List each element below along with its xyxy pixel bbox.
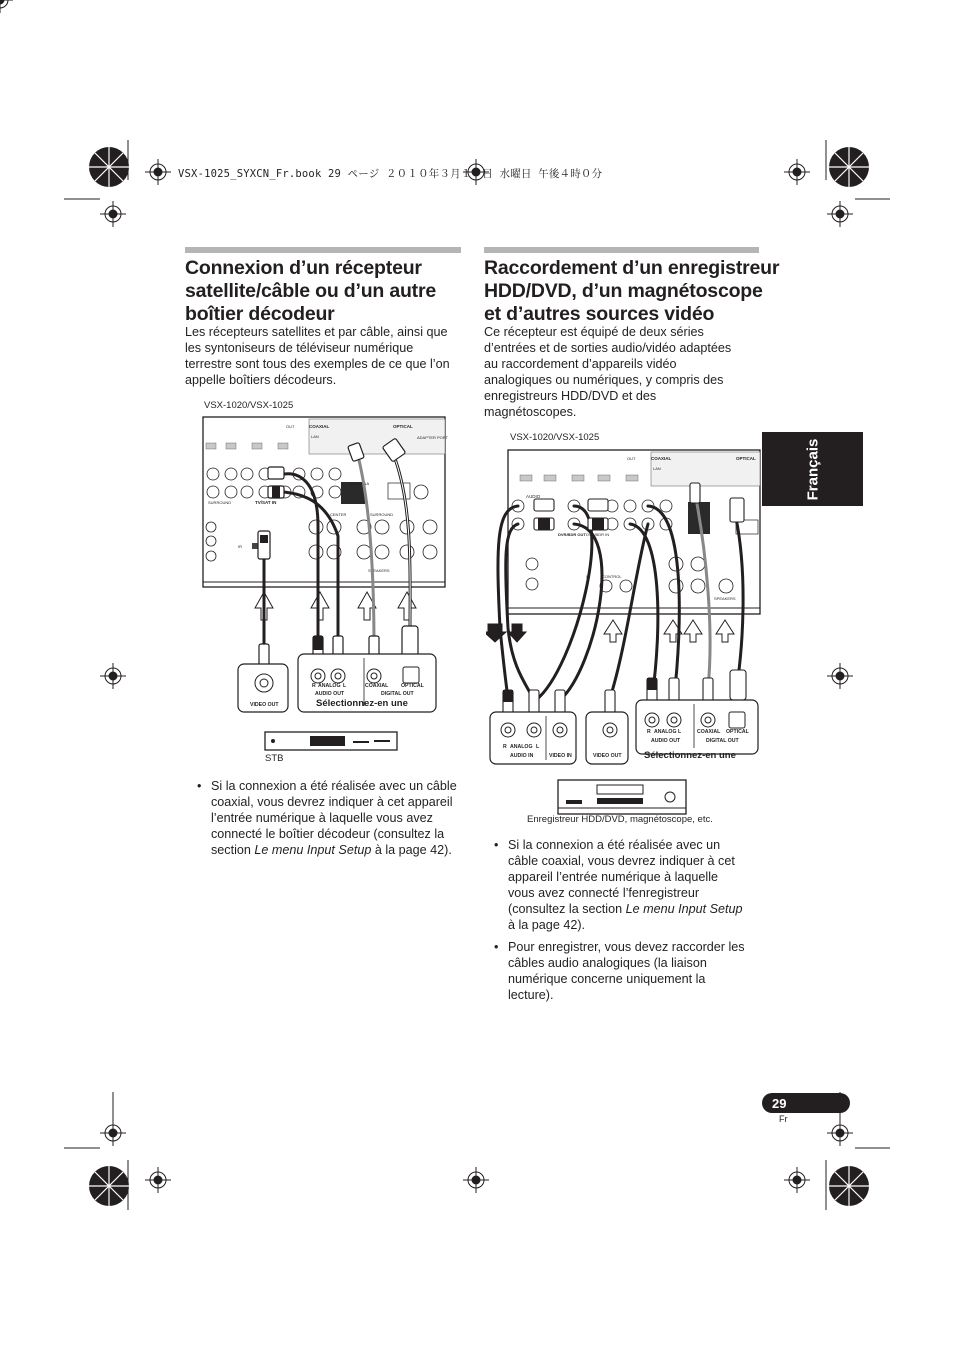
page-language: Fr bbox=[779, 1114, 788, 1124]
title-line: Connexion d’un récepteur bbox=[185, 257, 422, 279]
panel-optical-label: OPTICAL bbox=[393, 424, 413, 429]
optical-label: OPTICAL bbox=[726, 729, 749, 735]
list-item: • Si la connexion a été réalisée avec un câble coaxial, vous devrez indiquer à cet appareil l’entrée numérique à laquelle vous avez connecté le boîtier décodeur (consultez la section Le menu Input Setup à la page 42). bbox=[197, 779, 457, 857]
select-one-label: Sélectionnez-en une bbox=[316, 698, 408, 709]
panel-coaxial-label: COAXIAL bbox=[651, 456, 672, 461]
cross-reference-link[interactable]: Le menu Input Setup bbox=[625, 902, 743, 916]
jack-r-label: R bbox=[647, 729, 651, 735]
bullet-icon: • bbox=[494, 940, 499, 954]
panel-dvr-in-label: DVR/BDR IN bbox=[586, 532, 610, 537]
panel-adapter-label: ADAPTER PORT bbox=[417, 435, 449, 440]
video-out-label: VIDEO OUT bbox=[250, 702, 279, 708]
bullet-icon: • bbox=[197, 779, 202, 793]
select-one-label: Sélectionnez-en une bbox=[644, 750, 736, 761]
analog-label: ANALOG bbox=[318, 683, 341, 689]
panel-out-label: OUT bbox=[627, 456, 636, 461]
panel-speakers-label: SPEAKERS bbox=[368, 568, 390, 573]
title-line: et d’autres sources vidéo bbox=[484, 303, 715, 325]
panel-control-label: CONTROL bbox=[602, 574, 622, 579]
model-label: VSX-1020/VSX-1025 bbox=[510, 432, 600, 443]
analog-label: ANALOG bbox=[654, 729, 677, 735]
video-in-label: VIDEO IN bbox=[549, 753, 572, 759]
panel-label: SURROUND bbox=[370, 512, 394, 517]
panel-out-label: OUT bbox=[286, 424, 295, 429]
panel-antenna-label: ANTENNA bbox=[350, 481, 370, 486]
digital-out-label: DIGITAL OUT bbox=[706, 738, 739, 744]
page-number-badge bbox=[762, 1093, 850, 1113]
bullet-list bbox=[490, 837, 765, 1009]
title-line: boîtier décodeur bbox=[185, 303, 335, 325]
panel-label: SURROUND bbox=[208, 500, 232, 505]
panel-optical-label: OPTICAL bbox=[736, 456, 756, 461]
bullet-list bbox=[193, 778, 473, 864]
audio-out-label: AUDIO OUT bbox=[651, 738, 681, 744]
cross-reference-link[interactable]: Le menu Input Setup bbox=[254, 843, 372, 857]
language-tab-label: Français bbox=[803, 438, 821, 500]
optical-label: OPTICAL bbox=[401, 683, 424, 689]
panel-dvr-out-label: DVR/BDR OUT bbox=[558, 532, 586, 537]
coaxial-label: COAXIAL bbox=[697, 729, 721, 735]
panel-ir-label: IR bbox=[586, 574, 590, 579]
panel-lan-label: LAN bbox=[653, 466, 661, 471]
panel-tvsat-label: TV/SAT IN bbox=[255, 500, 277, 505]
recorder-connection-diagram bbox=[486, 428, 762, 828]
list-item: • Si la connexion a été réalisée avec un câble coaxial, vous devrez indiquer à cet appareil l’entrée numérique à laquelle vous avez connecté l’fenregistreur (consultez la section Le menu Input Setup à la page 42). bbox=[494, 838, 743, 932]
coaxial-label: COAXIAL bbox=[365, 683, 389, 689]
audio-in-label: AUDIO IN bbox=[510, 753, 534, 759]
section-rule bbox=[484, 247, 759, 253]
file-header: VSX-1025_SYXCN_Fr.book 29 ページ ２０１０年３月１７日 水曜日 午後４時０分 bbox=[178, 168, 603, 180]
panel-coaxial-label: COAXIAL bbox=[309, 424, 330, 429]
panel-lan-label: LAN bbox=[311, 434, 319, 439]
device-label: STB bbox=[265, 753, 284, 764]
jack-r-label: R bbox=[312, 683, 316, 689]
intro-paragraph: Les récepteurs satellites et par câble, ainsi que les syntoniseurs de téléviseur numérique terrestre sont tous des exemples de ce que l’on appelle boîtiers décodeurs. bbox=[185, 325, 450, 387]
receiver-rear-panel bbox=[486, 428, 762, 828]
page-number: 29 bbox=[772, 1095, 787, 1111]
audio-out-label: AUDIO OUT bbox=[315, 691, 345, 697]
analog-label: ANALOG bbox=[510, 744, 533, 750]
panel-label: CENTER bbox=[330, 512, 347, 517]
jack-r-label: R bbox=[503, 744, 507, 750]
language-tab bbox=[762, 432, 863, 506]
jack-l-label: L bbox=[536, 744, 540, 750]
panel-speakers-label: SPEAKERS bbox=[714, 596, 736, 601]
digital-out-label: DIGITAL OUT bbox=[381, 691, 414, 697]
list-item: • Pour enregistrer, vous devez raccorder les câbles audio analogiques (la liaison numérique concerne uniquement la lecture). bbox=[494, 940, 745, 1002]
jack-l-label: L bbox=[678, 729, 682, 735]
stb-connection-diagram bbox=[198, 396, 468, 764]
bullet-icon: • bbox=[494, 838, 499, 852]
device-label: Enregistreur HDD/DVD, magnétoscope, etc. bbox=[527, 814, 713, 825]
section-rule bbox=[185, 247, 461, 253]
model-label: VSX-1020/VSX-1025 bbox=[204, 400, 294, 411]
section-title bbox=[484, 257, 780, 326]
panel-audio-label: AUDIO bbox=[526, 494, 541, 499]
intro-paragraph: Ce récepteur est équipé de deux séries d’entrées et de sorties audio/vidéo adaptées au raccordement d’appareils vidéo analogiques ou numériques, y compris des enregistreurs HDD/DVD et des magnétoscopes. bbox=[484, 325, 732, 419]
title-line: Raccordement d’un enregistreur bbox=[484, 257, 780, 279]
jack-l-label: L bbox=[343, 683, 347, 689]
panel-ir-label: IR bbox=[238, 544, 242, 549]
video-out-label: VIDEO OUT bbox=[593, 753, 622, 759]
title-line: satellite/câble ou d’un autre bbox=[185, 280, 437, 302]
title-line: HDD/DVD, d’un magnétoscope bbox=[484, 280, 763, 302]
section-title bbox=[185, 257, 475, 326]
